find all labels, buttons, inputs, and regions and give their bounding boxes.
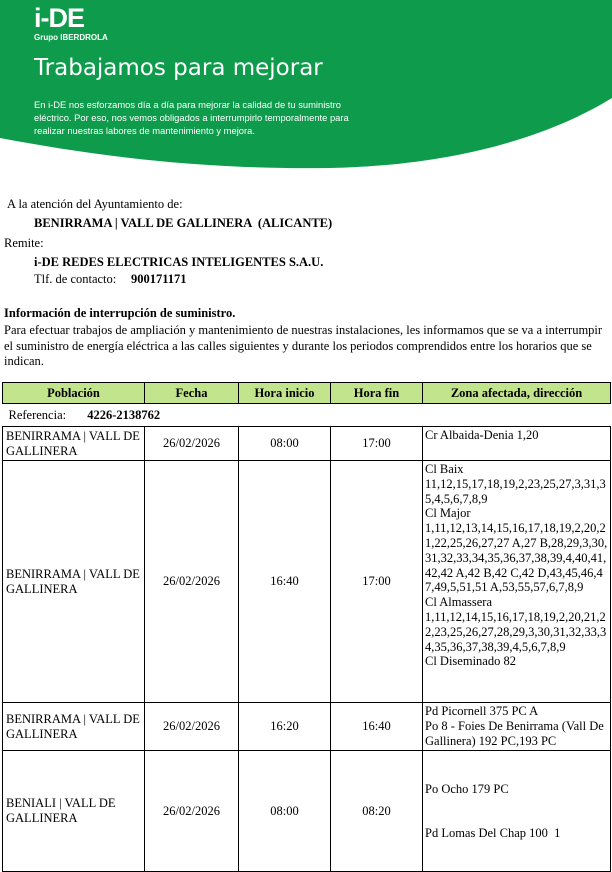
zona-line: Cl Almassera <box>425 595 493 610</box>
cell-poblacion: BENIRRAMA | VALL DE GALLINERA <box>3 461 145 703</box>
cell-poblacion: BENIALI | VALL DE GALLINERA <box>3 751 145 872</box>
table-row <box>3 461 611 703</box>
zona-line: 11,12,15,17,18,19,2,23,25,27,3,31,35,4,5,6,7,8,9 <box>425 476 606 506</box>
info-paragraph: Para efectuar trabajos de ampliación y mantenimiento de nuestras instalaciones, les informamos que se va a interrumpir el suministro de energía eléctrica a las calles siguientes y durante los periodos comprendidos entre los horarios que se indican. <box>4 323 603 368</box>
recipient-name: BENIRRAMA | VALL DE GALLINERA (ALICANTE) <box>34 216 333 230</box>
cell-fecha: 26/02/2026 <box>145 751 239 872</box>
cell-zona <box>423 703 611 751</box>
cell-fecha: 26/02/2026 <box>145 703 239 751</box>
header-hora-inicio: Hora inicio <box>239 383 331 404</box>
table-row <box>3 751 611 872</box>
phone-number: 900171171 <box>131 272 187 286</box>
cell-hora-fin: 08:20 <box>331 751 423 872</box>
header-poblacion: Población <box>3 383 145 404</box>
header-zona: Zona afectada, dirección <box>423 383 611 404</box>
zona-line: 1,11,12,14,15,16,17,18,19,2,20,21,22,23,25,26,27,28,29,3,30,31,32,33,34,35,36,37,38,39,4,5,6,7,8,9 <box>425 609 607 654</box>
cell-hora-fin: 17:00 <box>331 427 423 461</box>
cell-hora-inicio: 08:00 <box>239 751 331 872</box>
cell-hora-inicio: 16:20 <box>239 703 331 751</box>
cell-zona <box>423 427 611 461</box>
zona-line: Pd Picornell 375 PC A <box>425 704 539 718</box>
cell-zona <box>423 461 611 703</box>
banner-text: En i-DE nos esforzamos día a día para mejorar la calidad de tu suministro eléctrico. Por eso, nos vemos obligados a interrumpirlo temporalmente para realizar nuestras labores de mantenimiento y mejora. <box>34 99 349 136</box>
header-banner <box>0 0 612 175</box>
table-row <box>3 427 611 461</box>
cell-poblacion: BENIRRAMA | VALL DE GALLINERA <box>3 703 145 751</box>
iberdrola-group-label: Grupo IBERDROLA <box>34 33 108 42</box>
reference-row <box>3 404 611 427</box>
cell-fecha: 26/02/2026 <box>145 427 239 461</box>
sender-name: i-DE REDES ELECTRICAS INTELIGENTES S.A.U. <box>34 255 324 269</box>
cell-hora-fin: 17:00 <box>331 461 423 703</box>
banner-title: Trabajamos para mejorar <box>34 55 323 81</box>
banner-background <box>0 0 612 175</box>
ide-logo: i-DE <box>34 3 84 33</box>
zona-line: Cr Albaida-Denia 1,20 <box>425 428 539 442</box>
header-fecha: Fecha <box>145 383 239 404</box>
table-row <box>3 703 611 751</box>
zona-line: Cl Major <box>425 506 471 521</box>
recipient-label: A la atención del Ayuntamiento de: <box>7 197 183 211</box>
phone-label: Tlf. de contacto: <box>34 272 117 286</box>
cell-hora-fin: 16:40 <box>331 703 423 751</box>
sender-label: Remite: <box>4 236 44 250</box>
table-header-row <box>3 383 611 404</box>
cell-poblacion: BENIRRAMA | VALL DE GALLINERA <box>3 427 145 461</box>
cell-zona <box>423 751 611 872</box>
cell-hora-inicio: 16:40 <box>239 461 331 703</box>
outage-table <box>2 382 611 872</box>
zona-line: Cl Diseminado 82 <box>425 654 516 669</box>
zona-line: Pd Lomas Del Chap 100 1 <box>425 825 561 840</box>
cell-hora-inicio: 08:00 <box>239 427 331 461</box>
cell-fecha: 26/02/2026 <box>145 461 239 703</box>
zona-line: Cl Baix <box>425 462 464 476</box>
reference-label: Referencia: <box>8 407 67 422</box>
info-title: Información de interrupción de suministro. <box>4 306 236 320</box>
zona-line: 1,11,12,13,14,15,16,17,18,19,2,20,21,22,25,26,27,27 A,27 B,28,29,3,30,31,32,33,34,35,36,37,38,39,4,40,41,42,42 A,42 B,42 C,42 D,43,45,46,47,49,5,51,51 A,53,55,57,6,7,8,9 <box>425 521 608 595</box>
reference-value: 4226-2138762 <box>87 407 161 422</box>
header-hora-fin: Hora fin <box>331 383 423 404</box>
zona-line: Po 8 - Foies De Benirrama (Vall De Gallinera) 192 PC,193 PC <box>425 718 604 748</box>
zona-line: Po Ocho 179 PC <box>425 781 509 796</box>
